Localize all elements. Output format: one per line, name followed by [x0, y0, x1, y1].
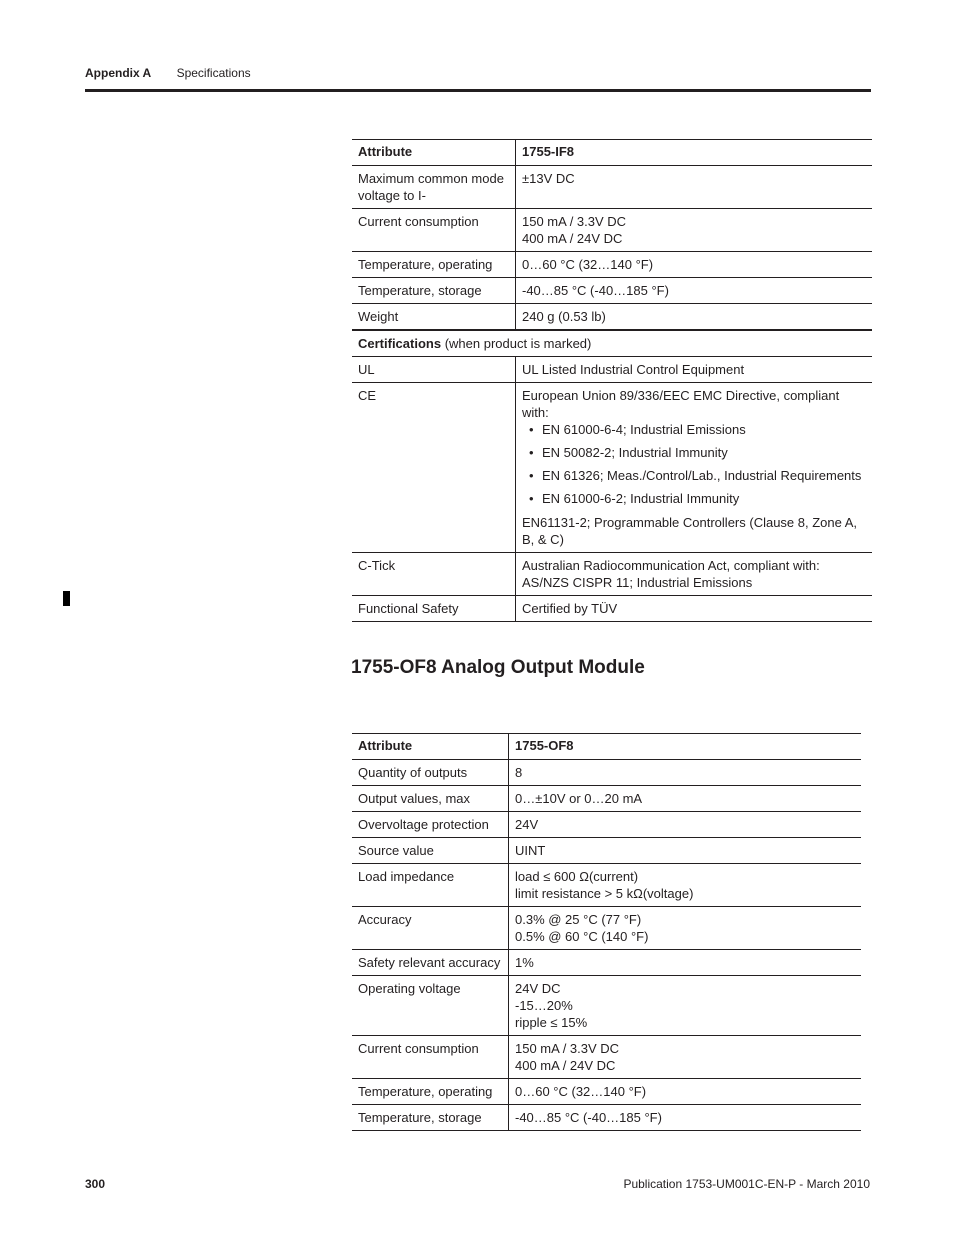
value-line: 0…60 °C (32…140 °F): [515, 1084, 647, 1099]
list-item: • EN 61000-6-2; Industrial Immunity: [522, 490, 866, 507]
value-cell: [509, 1079, 862, 1105]
table-row: [352, 383, 872, 553]
table-row: [352, 838, 861, 864]
value-line: 24V: [515, 817, 539, 832]
value-line: 0…±10V or 0…20 mA: [515, 791, 643, 806]
column-header-attribute: Attribute: [352, 140, 516, 166]
attribute-cell: Accuracy: [352, 907, 509, 950]
table-row: [352, 553, 872, 596]
running-header: [85, 66, 251, 80]
attribute-cell: Operating voltage: [352, 976, 509, 1036]
list-item: • EN 61000-6-4; Industrial Emissions: [522, 421, 866, 438]
value-line: -15…20%: [515, 998, 573, 1013]
attribute-cell: CE: [352, 383, 516, 553]
section-label: Specifications: [176, 66, 251, 80]
value-line: limit resistance > 5 kΩ(voltage): [515, 886, 694, 901]
value-line: 150 mA / 3.3V DC: [522, 214, 627, 229]
value-cell: [516, 166, 873, 209]
attribute-cell: Load impedance: [352, 864, 509, 907]
ce-standards-list: [522, 421, 866, 507]
appendix-label: Appendix A: [85, 66, 152, 80]
value-line: -40…85 °C (-40…185 °F): [515, 1110, 662, 1125]
value-cell: [509, 760, 862, 786]
value-cell: Certified by TÜV: [516, 596, 873, 622]
value-line: 400 mA / 24V DC: [522, 231, 623, 246]
table-row: [352, 907, 861, 950]
attribute-cell: Temperature, storage: [352, 1105, 509, 1131]
value-line: 1%: [515, 955, 534, 970]
column-header-model: 1755-OF8: [509, 734, 862, 760]
certifications-label: Certifications: [358, 336, 442, 351]
attribute-cell: Temperature, operating: [352, 1079, 509, 1105]
table-row: [352, 786, 861, 812]
table-row: [352, 596, 872, 622]
certifications-row: [352, 330, 872, 357]
value-cell: [509, 786, 862, 812]
value-cell: [516, 383, 873, 553]
table-row: [352, 357, 872, 383]
page-number: 300: [85, 1177, 106, 1191]
table-header-row: [352, 140, 872, 166]
attribute-cell: Source value: [352, 838, 509, 864]
header-rule: [85, 89, 871, 92]
table-row: [352, 209, 872, 252]
value-cell: [509, 1036, 862, 1079]
value-line: 150 mA / 3.3V DC: [515, 1041, 620, 1056]
value-cell: [509, 812, 862, 838]
spec-table-1755-if8: [352, 139, 872, 622]
attribute-cell: Overvoltage protection: [352, 812, 509, 838]
list-item: • EN 50082-2; Industrial Immunity: [522, 444, 866, 461]
value-cell: UL Listed Industrial Control Equipment: [516, 357, 873, 383]
value-cell: [509, 1105, 862, 1131]
table-row: [352, 1105, 861, 1131]
table-row: [352, 252, 872, 278]
value-line: ripple ≤ 15%: [515, 1015, 588, 1030]
column-header-attribute: Attribute: [352, 734, 509, 760]
value-line: Australian Radiocommunication Act, compliant with:: [522, 558, 820, 573]
value-line: 8: [515, 765, 523, 780]
ce-additional: EN61131-2; Programmable Controllers (Clause 8, Zone A, B, & C): [522, 515, 858, 547]
value-line: 24V DC: [515, 981, 561, 996]
table-row: [352, 304, 872, 331]
certifications-cell: [352, 330, 872, 357]
value-line: ±13V DC: [522, 171, 575, 186]
value-line: 400 mA / 24V DC: [515, 1058, 616, 1073]
value-cell: [509, 907, 862, 950]
value-cell: [516, 209, 873, 252]
table-row: [352, 760, 861, 786]
attribute-cell: Safety relevant accuracy: [352, 950, 509, 976]
attribute-cell: Current consumption: [352, 209, 516, 252]
attribute-cell: Temperature, storage: [352, 278, 516, 304]
value-cell: [509, 838, 862, 864]
value-cell: [516, 252, 873, 278]
attribute-cell: Functional Safety: [352, 596, 516, 622]
spec-table-1755-of8: [352, 733, 861, 1131]
change-bar: [63, 591, 70, 606]
table-row: [352, 864, 861, 907]
value-line: 0.3% @ 25 °C (77 °F): [515, 912, 642, 927]
publication-info: Publication 1753-UM001C-EN-P - March 2010: [623, 1177, 870, 1191]
table-header-row: [352, 734, 861, 760]
value-line: -40…85 °C (-40…185 °F): [522, 283, 669, 298]
certifications-note: (when product is marked): [441, 336, 592, 351]
value-line: 0.5% @ 60 °C (140 °F): [515, 929, 649, 944]
table-row: [352, 1036, 861, 1079]
attribute-cell: UL: [352, 357, 516, 383]
value-cell: [509, 950, 862, 976]
table-row: [352, 1079, 861, 1105]
table-row: [352, 278, 872, 304]
value-line: load ≤ 600 Ω(current): [515, 869, 639, 884]
column-header-model: 1755-IF8: [516, 140, 873, 166]
ce-intro: European Union 89/336/EEC EMC Directive, compliant with:: [522, 388, 840, 420]
table-row: [352, 812, 861, 838]
attribute-cell: Maximum common mode voltage to I-: [352, 166, 516, 209]
list-item: • EN 61326; Meas./Control/Lab., Industrial Requirements: [522, 467, 866, 484]
value-line: 0…60 °C (32…140 °F): [522, 257, 654, 272]
attribute-cell: Temperature, operating: [352, 252, 516, 278]
value-line: AS/NZS CISPR 11; Industrial Emissions: [522, 575, 753, 590]
value-cell: [509, 976, 862, 1036]
value-cell: [516, 304, 873, 331]
table-row: [352, 166, 872, 209]
table-row: [352, 976, 861, 1036]
attribute-cell: Output values, max: [352, 786, 509, 812]
value-line: UINT: [515, 843, 546, 858]
attribute-cell: Quantity of outputs: [352, 760, 509, 786]
attribute-cell: Weight: [352, 304, 516, 331]
value-cell: [516, 553, 873, 596]
value-line: 240 g (0.53 lb): [522, 309, 606, 324]
attribute-cell: Current consumption: [352, 1036, 509, 1079]
value-cell: [516, 278, 873, 304]
attribute-cell: C-Tick: [352, 553, 516, 596]
value-cell: [509, 864, 862, 907]
table-row: [352, 950, 861, 976]
section-title: 1755-OF8 Analog Output Module: [351, 657, 645, 678]
